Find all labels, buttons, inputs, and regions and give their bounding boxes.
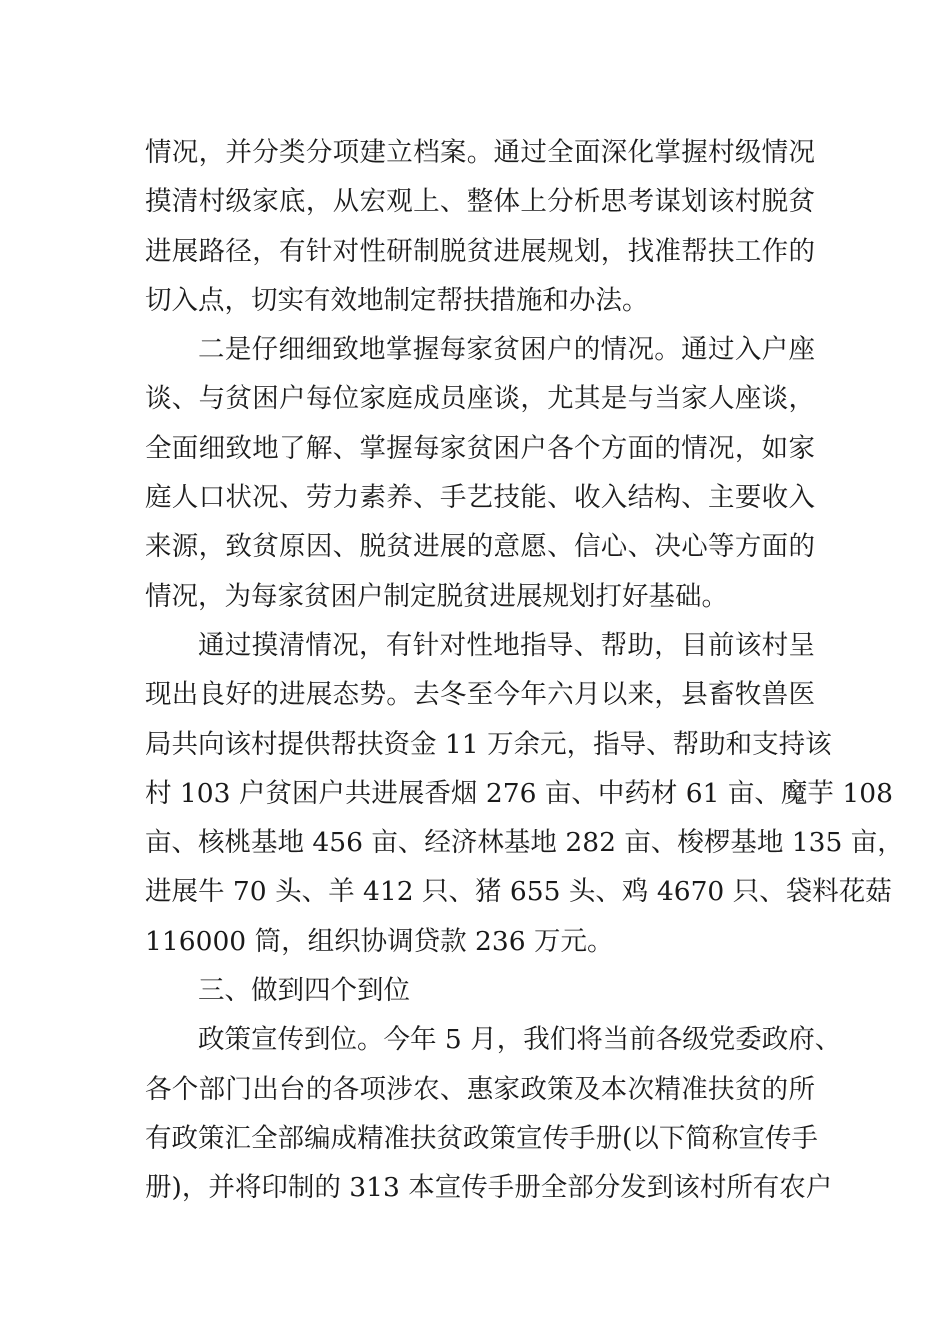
p3-line-3: 局共向该村提供帮扶资金 11 万余元，指导、帮助和支持该 xyxy=(145,728,832,760)
p3-line-2: 现出良好的进展态势。去冬至今年六月以来，县畜牧兽医 xyxy=(145,679,815,711)
p3-line-5: 亩、核桃基地 456 亩、经济林基地 282 亩、梭椤基地 135 亩， xyxy=(145,827,904,859)
p2-line-3: 全面细致地了解、掌握每家贫困户各个方面的情况，如家 xyxy=(145,432,815,464)
p3-line-7: 116000 筒，组织协调贷款 236 万元。 xyxy=(145,925,614,957)
p1-line-4: 切入点，切实有效地制定帮扶措施和办法。 xyxy=(145,284,649,316)
p1-line-2: 摸清村级家底，从宏观上、整体上分析思考谋划该村脱贫 xyxy=(145,186,815,218)
body-text xyxy=(145,128,904,1213)
p1-line-1: 情况，并分类分项建立档案。通过全面深化掌握村级情况 xyxy=(145,137,815,168)
p2-line-5: 来源，致贫原因、脱贫进展的意愿、信心、决心等方面的 xyxy=(145,531,815,563)
section-heading: 三、做到四个到位 xyxy=(198,975,410,1007)
p5-line-1: 政策宣传到位。今年 5 月，我们将当前各级党委政府、 xyxy=(198,1024,842,1056)
p5-line-2: 各个部门出台的各项涉农、惠家政策及本次精准扶贫的所 xyxy=(145,1073,815,1105)
p2-line-1: 二是仔细细致地掌握每家贫困户的情况。通过入户座 xyxy=(198,334,815,366)
p2-line-4: 庭人口状况、劳力素养、手艺技能、收入结构、主要收入 xyxy=(145,482,815,514)
p3-line-1: 通过摸清情况，有针对性地指导、帮助，目前该村呈 xyxy=(198,629,815,661)
p2-line-2: 谈、与贫困户每位家庭成员座谈，尤其是与当家人座谈， xyxy=(145,383,815,415)
p3-line-6: 进展牛 70 头、羊 412 只、猪 655 头、鸡 4670 只、袋料花菇 xyxy=(145,876,892,908)
p3-line-4: 村 103 户贫困户共进展香烟 276 亩、中药材 61 亩、魔芋 108 xyxy=(145,777,893,809)
p5-line-3: 有政策汇全部编成精准扶贫政策宣传手册(以下简称宣传手 xyxy=(145,1122,818,1154)
p2-line-6: 情况，为每家贫困户制定脱贫进展规划打好基础。 xyxy=(145,580,728,612)
p1-line-3: 进展路径，有针对性研制脱贫进展规划，找准帮扶工作的 xyxy=(145,235,815,267)
p5-line-4: 册)，并将印制的 313 本宣传手册全部分发到该村所有农户 xyxy=(145,1172,833,1204)
